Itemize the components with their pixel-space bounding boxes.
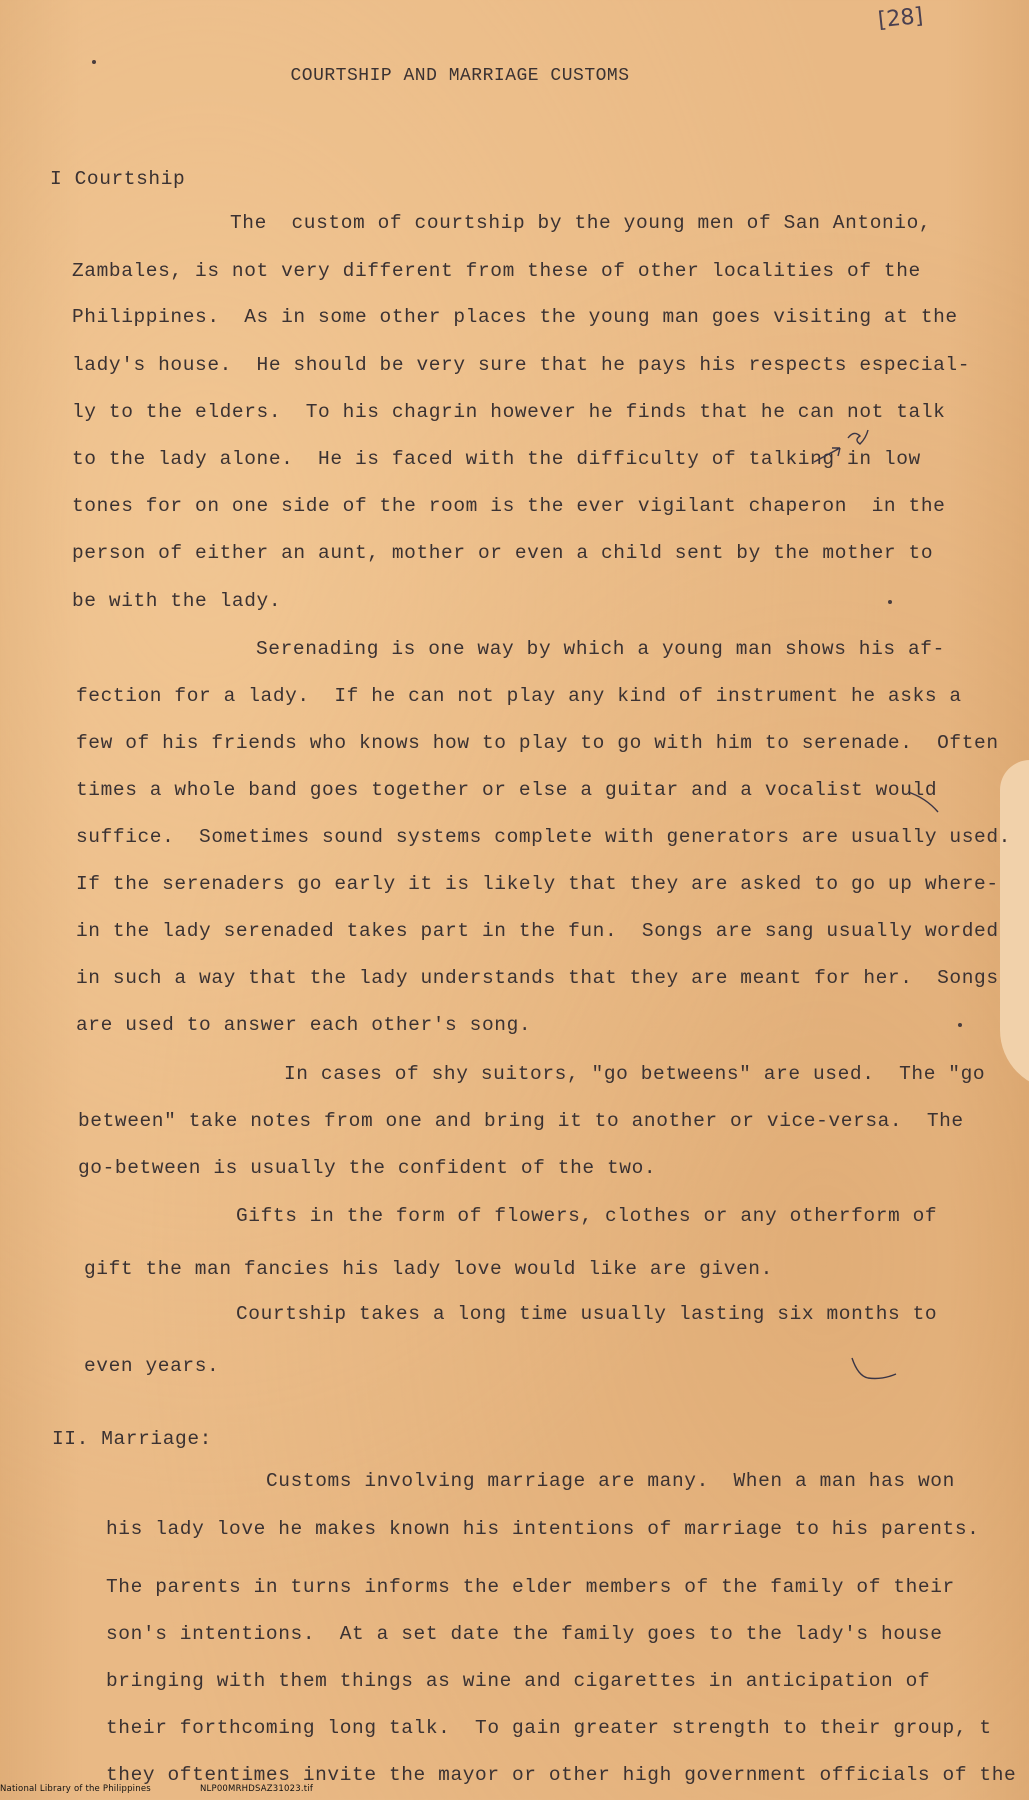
text-line: times a whole band goes together or else a guitar and a vocalist would xyxy=(76,779,938,801)
text-line: bringing with them things as wine and cigarettes in anticipation of xyxy=(106,1670,931,1692)
text-line: The custom of courtship by the young men of San Antonio, xyxy=(230,212,932,234)
text-line: they oftentimes invite the mayor or other high government officials of the xyxy=(106,1764,1017,1786)
page-title: COURTSHIP AND MARRIAGE CUSTOMS xyxy=(290,66,630,86)
archive-footer xyxy=(0,1784,314,1794)
text-line: gift the man fancies his lady love would like are given. xyxy=(84,1258,773,1280)
text-line: lady's house. He should be very sure that he pays his respects especial- xyxy=(72,354,971,376)
pen-scribble-mark xyxy=(850,1354,900,1384)
section-heading-marriage: II. Marriage: xyxy=(52,1428,212,1450)
text-line: Zambales, is not very different from these of other localities of the xyxy=(72,260,921,282)
archive-source: National Library of the Philippines xyxy=(0,1784,151,1794)
archive-file-id: NLP00MRHDSAZ31023.tif xyxy=(200,1784,314,1794)
ink-dot xyxy=(888,600,892,604)
section-heading-courtship: I Courtship xyxy=(50,168,186,190)
pen-correction-mark xyxy=(810,418,870,468)
text-line: between" take notes from one and bring it to another or vice-versa. The xyxy=(78,1110,964,1132)
text-line: even years. xyxy=(84,1355,220,1377)
text-line: Philippines. As in some other places the young man goes visiting at the xyxy=(72,306,958,328)
text-line: suffice. Sometimes sound systems complete with generators are usually used. xyxy=(76,826,1011,848)
text-line: In cases of shy suitors, "go betweens" are used. The "go xyxy=(284,1063,986,1085)
page-number-annotation: [28] xyxy=(876,3,925,34)
text-line: be with the lady. xyxy=(72,590,282,612)
text-line: Gifts in the form of flowers, clothes or any otherform of xyxy=(236,1205,938,1227)
text-line: their forthcoming long talk. To gain greater strength to their group, t xyxy=(106,1717,992,1739)
pen-scribble-mark xyxy=(906,788,946,818)
text-line: ly to the elders. To his chagrin however he finds that he can not talk xyxy=(72,401,946,423)
text-line: to the lady alone. He is faced with the difficulty of talking in low xyxy=(72,448,921,470)
text-line: in such a way that the lady understands that they are meant for her. Songs xyxy=(76,967,999,989)
text-line: son's intentions. At a set date the family goes to the lady's house xyxy=(106,1623,943,1645)
text-line: are used to answer each other's song. xyxy=(76,1014,532,1036)
text-line: in the lady serenaded takes part in the fun. Songs are sang usually worded xyxy=(76,920,999,942)
text-line: person of either an aunt, mother or even a child sent by the mother to xyxy=(72,542,934,564)
text-line: fection for a lady. If he can not play any kind of instrument he asks a xyxy=(76,685,962,707)
text-line: Customs involving marriage are many. When a man has won xyxy=(266,1470,955,1492)
text-line: If the serenaders go early it is likely that they are asked to go up where- xyxy=(76,873,999,895)
ink-dot xyxy=(958,1023,962,1027)
text-line: The parents in turns informs the elder members of the family of their xyxy=(106,1576,955,1598)
text-line: few of his friends who knows how to play to go with him to serenade. Often xyxy=(76,732,999,754)
ink-dot xyxy=(92,60,96,64)
torn-edge xyxy=(1000,760,1029,1090)
text-line: Serenading is one way by which a young man shows his af- xyxy=(256,638,945,660)
text-line: go-between is usually the confident of the two. xyxy=(78,1157,657,1179)
text-line: his lady love he makes known his intentions of marriage to his parents. xyxy=(106,1518,980,1540)
text-line: tones for on one side of the room is the ever vigilant chaperon in the xyxy=(72,495,946,517)
text-line: Courtship takes a long time usually lasting six months to xyxy=(236,1303,938,1325)
